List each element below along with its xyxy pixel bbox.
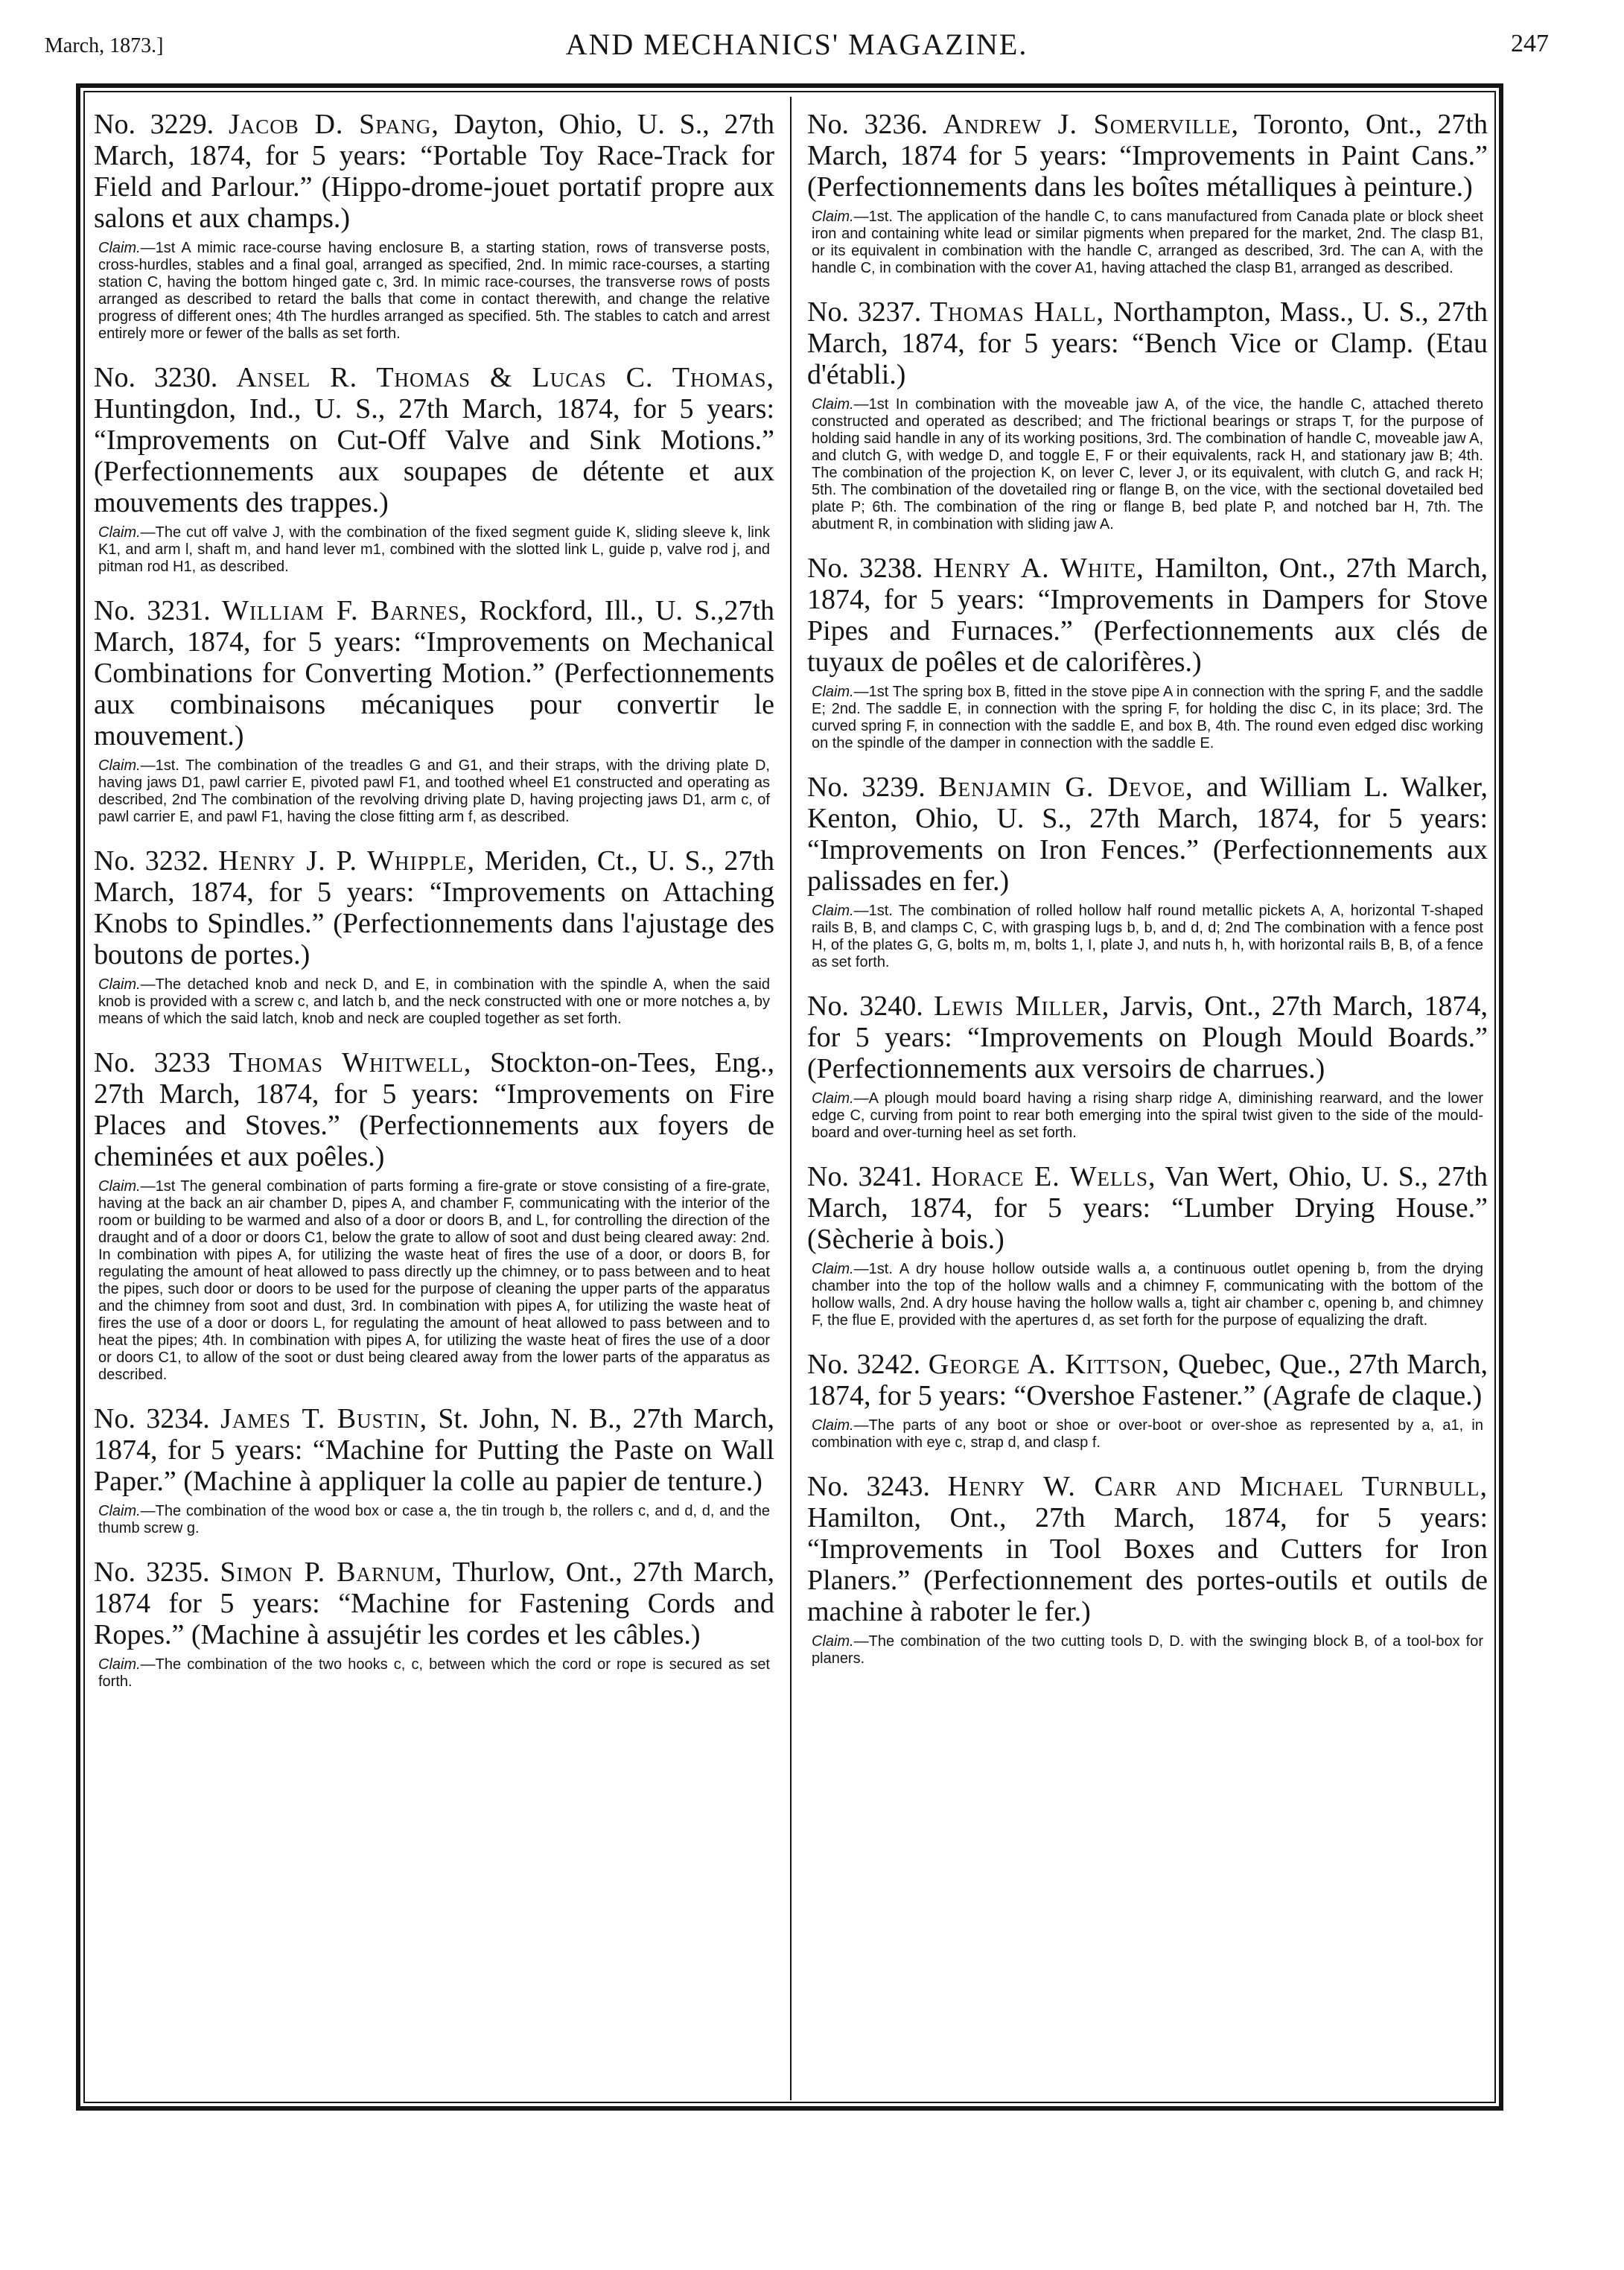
claim-label: Claim.: [812, 1090, 854, 1107]
patent-entry: [807, 991, 1488, 1142]
patent-claim: [812, 903, 1483, 971]
patent-heading: [807, 991, 1488, 1084]
patent-number: No. 3237.: [807, 296, 922, 328]
patent-title: Toronto, Ont., 27th March, 1874 for 5 years: “Improvements in Paint Cans.” (Perfectionnements dans les boîtes métalliques à peinture.): [807, 109, 1488, 203]
claim-text: —The combination of the two cutting tools D, D. with the swinging block B, of a tool-box for planers.: [812, 1633, 1483, 1667]
patent-claim: [812, 1417, 1483, 1452]
claim-label: Claim.: [98, 757, 141, 774]
inventor-name: Thomas Whitwell,: [229, 1047, 472, 1078]
claim-text: —The detached knob and neck D, and E, in combination with the spindle A, when the said knob is provided with a screw c, and latch b, and the neck constructed with one or more notches a, by means of which the said latch, knob and neck are coupled together as set forth.: [98, 976, 770, 1027]
patent-heading: [807, 109, 1488, 203]
claim-label: Claim.: [812, 1261, 854, 1277]
inventor-name: James T. Bustin,: [220, 1403, 428, 1434]
patent-number: No. 3230.: [94, 362, 218, 393]
patent-entry: [807, 296, 1488, 533]
patent-entry: [807, 553, 1488, 752]
patent-claim: [812, 1261, 1483, 1329]
patent-claim: [812, 1090, 1483, 1142]
patent-title: Quebec, Que., 27th March, 1874, for 5 years: “Overshoe Fastener.” (Agrafe de claque.): [807, 1349, 1488, 1411]
claim-label: Claim.: [812, 209, 854, 225]
patent-title: Thurlow, Ont., 27th March, 1874 for 5 years: “Machine for Fastening Cords and Ropes.” (Machine à assujétir les cordes et les câbles.): [94, 1557, 774, 1650]
patent-claim: [812, 684, 1483, 752]
patent-claim: [98, 976, 770, 1028]
patent-claim: [98, 1503, 770, 1537]
inventor-name: Ansel R. Thomas & Lucas C. Thomas,: [236, 362, 774, 393]
patent-title: Northampton, Mass., U. S., 27th March, 1874, for 5 years: “Bench Vice or Clamp. (Etau d'établi.): [807, 296, 1488, 390]
claim-text: —The cut off valve J, with the combination of the fixed segment guide K, sliding sleeve k, link K1, and arm l, shaft m, and hand lever m1, combined with the slotted link L, guide p, valve rod j, and pitman rod H1, as described.: [98, 524, 770, 575]
inventor-name: Henry J. P. Whipple,: [218, 845, 476, 877]
patent-entry: [94, 1047, 774, 1384]
claim-label: Claim.: [98, 1178, 141, 1195]
left-column: [94, 109, 774, 2103]
patent-title: Huntingdon, Ind., U. S., 27th March, 1874, for 5 years: “Improvements on Cut-Off Valve and Sink Motions.” (Perfectionnements aux soupapes de détente et aux mouvements des trappes.): [94, 393, 774, 518]
patent-number: No. 3242.: [807, 1349, 921, 1380]
patent-entry: [94, 362, 774, 576]
claim-text: —1st. The application of the handle C, to cans manufactured from Canada plate or block sheet iron and containing white lead or similar pigments when prepared for the market, 2nd. The clasp B1, or its equivalent in combination with the handle C, arranged as described, 3rd. The can A, with the handle C, in combination with the cover A1, having attached the clasp B1, arranged as described.: [812, 209, 1483, 276]
patent-claim: [812, 396, 1483, 533]
patent-entry: [94, 595, 774, 826]
patent-heading: [94, 1557, 774, 1650]
patent-heading: [94, 845, 774, 970]
patent-claim: [98, 757, 770, 826]
inventor-name: Thomas Hall,: [930, 296, 1105, 328]
inventor-name: Horace E. Wells,: [931, 1161, 1156, 1192]
patent-heading: [807, 772, 1488, 897]
patent-title: Hamilton, Ont., 27th March, 1874, for 5 years: “Improvements in Dampers for Stove Pipes and Furnaces.” (Perfectionnements aux clés de tuyaux de poêles et de calorifères.): [807, 553, 1488, 678]
inventor-name: Lewis Miller,: [934, 991, 1110, 1022]
inventor-name: Simon P. Barnum,: [220, 1557, 443, 1588]
patent-heading: [94, 595, 774, 751]
claim-text: —The combination of the two hooks c, c, between which the cord or rope is secured as set forth.: [98, 1656, 770, 1690]
patent-heading: [94, 1403, 774, 1497]
patent-number: No. 3238.: [807, 553, 923, 584]
claim-text: —The parts of any boot or shoe or over-boot or over-shoe as represented by a, a1, in combination with eye c, strap d, and clasp f.: [812, 1417, 1483, 1451]
claim-label: Claim.: [812, 1417, 854, 1434]
patent-title: Hamilton, Ont., 27th March, 1874, for 5 years: “Improvements in Tool Boxes and Cutters for Iron Planers.” (Perfectionnement des portes-outils et outils de machine à raboter le fer.): [807, 1502, 1488, 1627]
claim-text: —The combination of the wood box or case a, the tin trough b, the rollers c, and d, d, and the thumb screw g.: [98, 1503, 770, 1536]
patent-number: No. 3243.: [807, 1471, 931, 1502]
patent-number: No. 3232.: [94, 845, 209, 877]
patent-title: and William L. Walker, Kenton, Ohio, U. S., 27th March, 1874, for 5 years: “Improvements on Iron Fences.” (Perfectionnements aux palissades en fer.): [807, 772, 1488, 897]
inventor-name: Jacob D. Spang,: [228, 109, 439, 140]
claim-text: —1st. The combination of the treadles G and G1, and their straps, with the driving plate D, having jaws D1, pawl carrier E, pivoted pawl F1, and toothed wheel E1 constructed and operating as described, 2nd The combination of the revolving driving plate D, having projecting jaws D1, arm c, of pawl carrier E, and pawl F1, having the close fitting arm f, as described.: [98, 757, 770, 825]
claim-label: Claim.: [812, 903, 854, 919]
patent-number: No. 3236.: [807, 109, 929, 140]
patent-heading: [807, 1349, 1488, 1411]
patent-heading: [94, 362, 774, 518]
claim-label: Claim.: [812, 396, 854, 413]
claim-label: Claim.: [98, 976, 141, 993]
patent-claim: [98, 240, 770, 343]
claim-text: —A plough mould board having a rising sharp ridge A, diminishing rearward, and the lower edge C, curving from point to rear both emerging into the spiral twist given to the side of the mould-board and over-turning heel as set forth.: [812, 1090, 1483, 1141]
patent-entry: [94, 109, 774, 343]
claim-label: Claim.: [98, 524, 141, 541]
inventor-name: Henry W. Carr and Michael Turnbull,: [947, 1471, 1488, 1502]
patent-title: Rockford, Ill., U. S.,27th March, 1874, for 5 years: “Improvements on Mechanical Combinations for Converting Motion.” (Perfectionnements aux combinaisons mécaniques pour convertir le mouvement.): [94, 595, 774, 751]
patent-entry: [94, 845, 774, 1028]
patent-title: Jarvis, Ont., 27th March, 1874, for 5 years: “Improvements on Plough Mould Boards.” (Perfectionnements aux versoirs de charrues.): [807, 991, 1488, 1084]
patent-number: No. 3240.: [807, 991, 923, 1022]
patent-claim: [98, 1178, 770, 1384]
claim-label: Claim.: [812, 1633, 854, 1650]
patent-heading: [807, 553, 1488, 678]
patent-number: No. 3235.: [94, 1557, 210, 1588]
patent-number: No. 3234.: [94, 1403, 210, 1434]
patent-title: Dayton, Ohio, U. S., 27th March, 1874, for 5 years: “Portable Toy Race-Track for Field and Parlour.” (Hippo-drome-jouet portatif propre aux salons et aux champs.): [94, 109, 774, 234]
patent-number: No. 3241.: [807, 1161, 922, 1192]
claim-text: —1st The spring box B, fitted in the stove pipe A in connection with the spring F, and the saddle E; 2nd. The saddle E, in connection with the spring F, for holding the disc C, in its place; 3rd. The curved spring F, in connection with the saddle E, and box B, 4th. The round even edged disc working on the spindle of the damper in connection with the saddle E.: [812, 684, 1483, 751]
claim-text: —1st The general combination of parts forming a fire-grate or stove consisting of a fire-grate, having at the back an air chamber D, pipes A, and chamber F, communicating with the interior of the room or building to be warmed and also of a door or doors B, and L, for controlling the direction of the draught and of a door or doors C1, below the grate to allow of soot and dust being cleared away: 2nd. In combination with pipes A, for utilizing the waste heat of fires the use of a door, or doors B, for regulating the amount of heat allowed to pass directly up the chimney, or to pass between and to heat the pipes, such door or doors to be used for the purpose of cleaning the upper parts of the apparatus and the chimney from soot and dust, 3rd. In combination with pipes A, for utilizing the waste heat of fires the use of a door or doors L, for regulating the amount of heat allowed to pass between and to heat the pipes; 4th. In combination with pipes A, for utilizing the waste heat of fires the use of a door or doors C1, to allow of the soot or dust being cleared away from the lower parts of the apparatus as described.: [98, 1178, 770, 1383]
patent-title: Van Wert, Ohio, U. S., 27th March, 1874, for 5 years: “Lumber Drying House.” (Sècherie à bois.): [807, 1161, 1488, 1255]
patent-number: No. 3233: [94, 1047, 211, 1078]
inventor-name: Henry A. White,: [933, 553, 1144, 584]
patent-heading: [807, 1471, 1488, 1627]
patent-claim: [98, 524, 770, 576]
patent-heading: [807, 296, 1488, 390]
claim-text: —1st. A dry house hollow outside walls a, a continuous outlet opening b, from the drying chamber into the top of the hollow walls and a chimney F, communicating with the bottom of the hollow walls, 2nd. A dry house having the hollow walls a, tight air chamber c, opening b, and chimney F, the flue E, provided with the apertures d, as set forth for the purpose of equalizing the draft.: [812, 1261, 1483, 1329]
claim-label: Claim.: [98, 1656, 141, 1673]
patent-entry: [807, 772, 1488, 971]
claim-label: Claim.: [98, 1503, 141, 1519]
patent-entry: [807, 109, 1488, 277]
patent-entry: [807, 1161, 1488, 1329]
column-divider: [790, 97, 792, 2100]
inventor-name: Benjamin G. Devoe,: [938, 772, 1194, 803]
page-header: [45, 27, 1549, 64]
patent-heading: [94, 109, 774, 234]
patent-heading: [94, 1047, 774, 1172]
patent-title: St. John, N. B., 27th March, 1874, for 5 years: “Machine for Putting the Paste on Wall Paper.” (Machine à appliquer la colle au papier de tenture.): [94, 1403, 774, 1497]
header-page-number: 247: [1511, 30, 1549, 57]
patent-entry: [807, 1349, 1488, 1452]
patent-number: No. 3239.: [807, 772, 926, 803]
patent-number: No. 3229.: [94, 109, 214, 140]
inventor-name: George A. Kittson,: [928, 1349, 1171, 1380]
patent-title: Stockton-on-Tees, Eng., 27th March, 1874, for 5 years: “Improvements on Fire Places and Stoves.” (Perfectionnements aux foyers de cheminées et aux poêles.): [94, 1047, 774, 1172]
right-column: [807, 109, 1488, 2103]
claim-text: —1st. The combination of rolled hollow half round metallic pickets A, A, horizontal T-shaped rails B, B, and clamps C, C, with grasping lugs b, b, and d, d; 2nd The combination with a fence post H, of the plates G, G, bolts m, m, bolts 1, I, plate J, and nuts h, h, with horizontal rails B, B, of a fence as set forth.: [812, 903, 1483, 970]
patent-entry: [94, 1557, 774, 1691]
header-title: AND MECHANICS' MAGAZINE.: [565, 28, 1028, 61]
claim-label: Claim.: [812, 684, 854, 700]
claim-text: —1st A mimic race-course having enclosure B, a starting station, rows of transverse posts, cross-hurdles, stables and a final goal, arranged as specified, 2nd. In mimic race-courses, a starting station C, having the bottom hinged gate c, 3rd. In mimic race-courses, the transverse rows of posts arranged as described to retard the balls that come in contact therewith, and change the relative progress of different ones; 4th The hurdles arranged as specified. 5th. The stables to catch and arrest entirely more or fewer of the balls as set forth.: [98, 240, 770, 342]
patent-number: No. 3231.: [94, 595, 211, 626]
header-date: March, 1873.]: [45, 34, 164, 57]
patent-claim: [812, 1633, 1483, 1667]
inventor-name: William F. Barnes,: [222, 595, 468, 626]
patent-entry: [807, 1471, 1488, 1667]
claim-text: —1st In combination with the moveable jaw A, of the vice, the handle C, attached thereto constructed and operated as described; and The frictional bearings or straps T, for the purpose of holding said handle in any of its working positions, 3rd. The combination of handle C, moveable jaw A, and clutch G, with wedge D, and toggle E, F or their equivalents, rack H, and stationary jaw B; 4th. The combination of the projection K, on lever C, lever J, or its equivalent, with clutch G, and rack H; 5th. The combination of the dovetailed ring or flange B, on the vice, with the sectional dovetailed bed plate P; 6th. The combination of the ring or flange B, bed plate P, and notched bar H, 7th. The abutment R, in combination with sliding jaw A.: [812, 396, 1483, 532]
patent-title: Meriden, Ct., U. S., 27th March, 1874, for 5 years: “Improvements on Attaching Knobs to Spindles.” (Perfectionnements dans l'ajustage des boutons de portes.): [94, 845, 774, 970]
claim-label: Claim.: [98, 240, 141, 256]
patent-claim: [98, 1656, 770, 1691]
patent-heading: [807, 1161, 1488, 1255]
patent-entry: [94, 1403, 774, 1537]
inventor-name: Andrew J. Somerville,: [943, 109, 1240, 140]
patent-claim: [812, 209, 1483, 277]
